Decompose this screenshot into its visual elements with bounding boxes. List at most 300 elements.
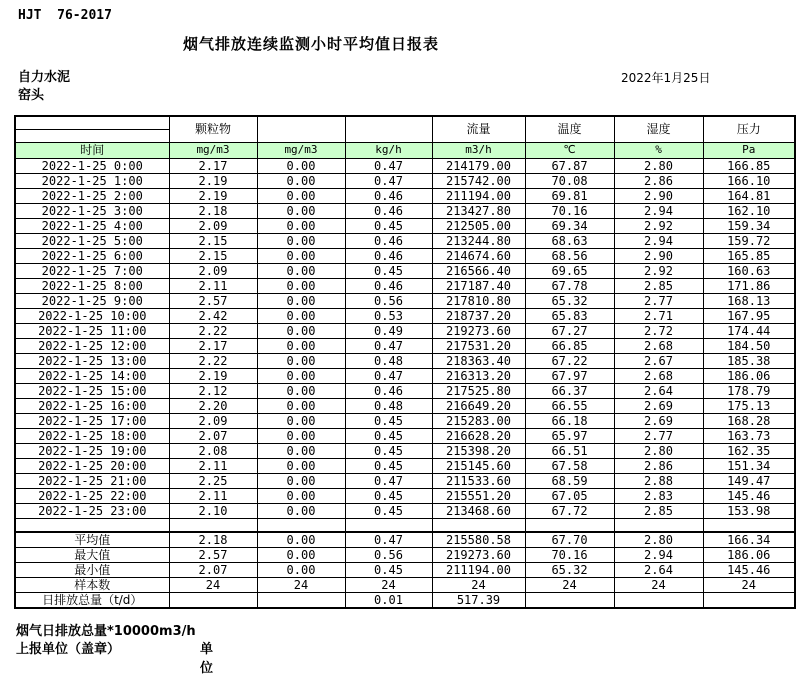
value-cell: 67.87 <box>525 158 614 173</box>
value-cell: 0.47 <box>345 158 432 173</box>
value-cell: 215551.20 <box>432 488 525 503</box>
value-cell: 65.97 <box>525 428 614 443</box>
value-cell: 213468.60 <box>432 503 525 518</box>
value-cell: 2.69 <box>614 413 703 428</box>
summary-value-cell: 2.94 <box>614 548 703 563</box>
summary-value-cell: 2.18 <box>169 532 257 548</box>
report-table <box>14 115 796 609</box>
value-cell: 2.85 <box>614 278 703 293</box>
unit-cell: mg/m3 <box>169 142 257 158</box>
summary-value-cell: 24 <box>703 578 795 593</box>
value-cell: 66.85 <box>525 338 614 353</box>
summary-value-cell: 67.70 <box>525 532 614 548</box>
value-cell: 67.05 <box>525 488 614 503</box>
value-cell: 2.09 <box>169 263 257 278</box>
value-cell: 185.38 <box>703 353 795 368</box>
table-row <box>15 173 795 188</box>
value-cell: 214674.60 <box>432 248 525 263</box>
value-cell: 2.92 <box>614 218 703 233</box>
value-cell: 66.18 <box>525 413 614 428</box>
value-cell: 219273.60 <box>432 323 525 338</box>
summary-value-cell: 24 <box>345 578 432 593</box>
summary-value-cell <box>703 593 795 609</box>
time-cell: 2022-1-25 15:00 <box>15 383 169 398</box>
summary-value-cell: 0.00 <box>257 563 345 578</box>
summary-label-cell: 样本数 <box>15 578 169 593</box>
table-row <box>15 443 795 458</box>
table-row <box>15 323 795 338</box>
summary-label-cell: 最大值 <box>15 548 169 563</box>
table-row <box>15 458 795 473</box>
table-row <box>15 503 795 518</box>
value-cell: 186.06 <box>703 368 795 383</box>
value-cell: 2.83 <box>614 488 703 503</box>
page-title: 烟气排放连续监测小时平均值日报表 <box>182 35 439 53</box>
summary-row <box>15 578 795 593</box>
value-cell: 175.13 <box>703 398 795 413</box>
value-cell: 2.77 <box>614 293 703 308</box>
value-cell: 0.00 <box>257 173 345 188</box>
value-cell: 68.59 <box>525 473 614 488</box>
value-cell: 215742.00 <box>432 173 525 188</box>
table-row <box>15 293 795 308</box>
time-cell: 2022-1-25 5:00 <box>15 233 169 248</box>
value-cell: 65.32 <box>525 293 614 308</box>
value-cell: 165.85 <box>703 248 795 263</box>
value-cell: 0.00 <box>257 473 345 488</box>
empty-cell <box>432 518 525 532</box>
summary-value-cell: 517.39 <box>432 593 525 609</box>
value-cell: 216628.20 <box>432 428 525 443</box>
table-row <box>15 218 795 233</box>
value-cell: 0.00 <box>257 458 345 473</box>
table-row <box>15 368 795 383</box>
value-cell: 2.11 <box>169 278 257 293</box>
value-cell: 166.10 <box>703 173 795 188</box>
value-cell: 2.90 <box>614 188 703 203</box>
value-cell: 0.47 <box>345 338 432 353</box>
table-row <box>15 488 795 503</box>
time-cell: 2022-1-25 21:00 <box>15 473 169 488</box>
value-cell: 0.47 <box>345 473 432 488</box>
value-cell: 2.86 <box>614 458 703 473</box>
summary-value-cell: 2.64 <box>614 563 703 578</box>
time-cell: 2022-1-25 13:00 <box>15 353 169 368</box>
value-cell: 162.35 <box>703 443 795 458</box>
value-cell: 2.19 <box>169 368 257 383</box>
time-cell: 2022-1-25 14:00 <box>15 368 169 383</box>
value-cell: 213427.80 <box>432 203 525 218</box>
value-cell: 0.00 <box>257 203 345 218</box>
summary-value-cell: 145.46 <box>703 563 795 578</box>
time-cell: 2022-1-25 22:00 <box>15 488 169 503</box>
value-cell: 164.81 <box>703 188 795 203</box>
value-cell: 2.18 <box>169 203 257 218</box>
value-cell: 145.46 <box>703 488 795 503</box>
value-cell: 66.55 <box>525 398 614 413</box>
value-cell: 2.85 <box>614 503 703 518</box>
value-cell: 2.17 <box>169 338 257 353</box>
value-cell: 153.98 <box>703 503 795 518</box>
summary-row <box>15 532 795 548</box>
value-cell: 0.00 <box>257 353 345 368</box>
value-cell: 0.46 <box>345 278 432 293</box>
table-row <box>15 263 795 278</box>
value-cell: 217187.40 <box>432 278 525 293</box>
time-cell: 2022-1-25 20:00 <box>15 458 169 473</box>
value-cell: 2.07 <box>169 428 257 443</box>
time-cell: 2022-1-25 8:00 <box>15 278 169 293</box>
value-cell: 69.34 <box>525 218 614 233</box>
value-cell: 0.46 <box>345 233 432 248</box>
unit-cell: kg/h <box>345 142 432 158</box>
value-cell: 0.00 <box>257 248 345 263</box>
summary-row <box>15 593 795 609</box>
group-header-cell: 颗粒物 <box>169 116 257 142</box>
value-cell: 0.47 <box>345 173 432 188</box>
value-cell: 0.45 <box>345 413 432 428</box>
summary-value-cell: 219273.60 <box>432 548 525 563</box>
value-cell: 217810.80 <box>432 293 525 308</box>
time-cell: 2022-1-25 19:00 <box>15 443 169 458</box>
value-cell: 67.72 <box>525 503 614 518</box>
value-cell: 0.45 <box>345 458 432 473</box>
summary-value-cell: 24 <box>525 578 614 593</box>
table-row <box>15 383 795 398</box>
empty-cell <box>345 518 432 532</box>
table-row <box>15 233 795 248</box>
value-cell: 0.00 <box>257 398 345 413</box>
time-cell: 2022-1-25 4:00 <box>15 218 169 233</box>
summary-value-cell: 211194.00 <box>432 563 525 578</box>
value-cell: 2.77 <box>614 428 703 443</box>
footer-signature-line <box>16 638 214 676</box>
value-cell: 2.72 <box>614 323 703 338</box>
table-row <box>15 248 795 263</box>
empty-cell <box>169 518 257 532</box>
unit-cell: ℃ <box>525 142 614 158</box>
unit-cell: mg/m3 <box>257 142 345 158</box>
value-cell: 0.48 <box>345 398 432 413</box>
value-cell: 0.49 <box>345 323 432 338</box>
summary-value-cell: 24 <box>432 578 525 593</box>
value-cell: 212505.00 <box>432 218 525 233</box>
summary-value-cell: 0.00 <box>257 532 345 548</box>
time-cell: 2022-1-25 2:00 <box>15 188 169 203</box>
time-cell: 2022-1-25 0:00 <box>15 158 169 173</box>
time-header-bottom-cell <box>15 129 169 142</box>
value-cell: 2.15 <box>169 248 257 263</box>
value-cell: 214179.00 <box>432 158 525 173</box>
unit-label: 单位 <box>200 642 214 676</box>
value-cell: 2.09 <box>169 218 257 233</box>
value-cell: 0.00 <box>257 308 345 323</box>
report-date: 2022年1月25日 <box>621 71 711 85</box>
value-cell: 2.68 <box>614 338 703 353</box>
value-cell: 2.09 <box>169 413 257 428</box>
summary-value-cell: 0.01 <box>345 593 432 609</box>
value-cell: 0.00 <box>257 368 345 383</box>
value-cell: 2.68 <box>614 368 703 383</box>
summary-value-cell: 0.45 <box>345 563 432 578</box>
summary-value-cell: 2.80 <box>614 532 703 548</box>
value-cell: 0.00 <box>257 338 345 353</box>
time-cell: 2022-1-25 9:00 <box>15 293 169 308</box>
summary-value-cell: 65.32 <box>525 563 614 578</box>
group-header-cell: 湿度 <box>614 116 703 142</box>
table-row <box>15 353 795 368</box>
table-row <box>15 428 795 443</box>
value-cell: 211194.00 <box>432 188 525 203</box>
value-cell: 2.69 <box>614 398 703 413</box>
value-cell: 66.37 <box>525 383 614 398</box>
unit-cell: Pa <box>703 142 795 158</box>
time-cell: 2022-1-25 11:00 <box>15 323 169 338</box>
value-cell: 217525.80 <box>432 383 525 398</box>
units-row <box>15 142 795 158</box>
summary-value-cell: 2.07 <box>169 563 257 578</box>
value-cell: 0.00 <box>257 383 345 398</box>
table-row <box>15 188 795 203</box>
table-row <box>15 473 795 488</box>
value-cell: 0.00 <box>257 428 345 443</box>
value-cell: 2.20 <box>169 398 257 413</box>
table-row <box>15 338 795 353</box>
value-cell: 69.65 <box>525 263 614 278</box>
value-cell: 0.46 <box>345 248 432 263</box>
time-cell: 2022-1-25 18:00 <box>15 428 169 443</box>
value-cell: 0.00 <box>257 488 345 503</box>
value-cell: 0.56 <box>345 293 432 308</box>
value-cell: 2.94 <box>614 233 703 248</box>
summary-row <box>15 548 795 563</box>
summary-value-cell: 215580.58 <box>432 532 525 548</box>
table-row <box>15 308 795 323</box>
value-cell: 0.46 <box>345 383 432 398</box>
value-cell: 67.58 <box>525 458 614 473</box>
value-cell: 2.57 <box>169 293 257 308</box>
value-cell: 2.92 <box>614 263 703 278</box>
value-cell: 0.53 <box>345 308 432 323</box>
summary-label-cell: 平均值 <box>15 532 169 548</box>
table-row <box>15 278 795 293</box>
summary-value-cell <box>614 593 703 609</box>
value-cell: 149.47 <box>703 473 795 488</box>
time-column-header: 时间 <box>15 142 169 158</box>
time-cell: 2022-1-25 3:00 <box>15 203 169 218</box>
value-cell: 2.19 <box>169 173 257 188</box>
value-cell: 2.10 <box>169 503 257 518</box>
table-row <box>15 203 795 218</box>
value-cell: 69.81 <box>525 188 614 203</box>
value-cell: 160.63 <box>703 263 795 278</box>
value-cell: 2.08 <box>169 443 257 458</box>
value-cell: 0.00 <box>257 233 345 248</box>
value-cell: 0.00 <box>257 218 345 233</box>
time-cell: 2022-1-25 16:00 <box>15 398 169 413</box>
table-row <box>15 413 795 428</box>
summary-value-cell: 24 <box>614 578 703 593</box>
value-cell: 2.94 <box>614 203 703 218</box>
value-cell: 213244.80 <box>432 233 525 248</box>
value-cell: 2.90 <box>614 248 703 263</box>
value-cell: 2.11 <box>169 458 257 473</box>
report-table-body <box>15 116 795 608</box>
value-cell: 0.46 <box>345 203 432 218</box>
value-cell: 65.83 <box>525 308 614 323</box>
value-cell: 162.10 <box>703 203 795 218</box>
value-cell: 151.34 <box>703 458 795 473</box>
value-cell: 216649.20 <box>432 398 525 413</box>
value-cell: 2.71 <box>614 308 703 323</box>
value-cell: 0.47 <box>345 368 432 383</box>
summary-label-cell: 日排放总量（t/d） <box>15 593 169 609</box>
group-header-cell <box>345 116 432 142</box>
value-cell: 2.67 <box>614 353 703 368</box>
group-header-cell: 温度 <box>525 116 614 142</box>
summary-value-cell: 0.56 <box>345 548 432 563</box>
company-name: 自力水泥 <box>18 70 71 85</box>
summary-value-cell: 70.16 <box>525 548 614 563</box>
time-cell: 2022-1-25 23:00 <box>15 503 169 518</box>
summary-value-cell: 24 <box>257 578 345 593</box>
value-cell: 171.86 <box>703 278 795 293</box>
value-cell: 2.19 <box>169 188 257 203</box>
value-cell: 167.95 <box>703 308 795 323</box>
value-cell: 0.45 <box>345 503 432 518</box>
summary-row <box>15 563 795 578</box>
value-cell: 2.22 <box>169 323 257 338</box>
value-cell: 2.80 <box>614 158 703 173</box>
value-cell: 0.45 <box>345 263 432 278</box>
time-cell: 2022-1-25 12:00 <box>15 338 169 353</box>
time-cell: 2022-1-25 6:00 <box>15 248 169 263</box>
time-header-top-cell <box>15 116 169 129</box>
value-cell: 70.16 <box>525 203 614 218</box>
value-cell: 215283.00 <box>432 413 525 428</box>
unit-cell: % <box>614 142 703 158</box>
value-cell: 67.22 <box>525 353 614 368</box>
value-cell: 0.00 <box>257 293 345 308</box>
summary-value-cell: 0.00 <box>257 548 345 563</box>
value-cell: 168.28 <box>703 413 795 428</box>
value-cell: 216313.20 <box>432 368 525 383</box>
value-cell: 0.45 <box>345 488 432 503</box>
value-cell: 0.00 <box>257 278 345 293</box>
value-cell: 2.64 <box>614 383 703 398</box>
value-cell: 2.25 <box>169 473 257 488</box>
value-cell: 0.00 <box>257 188 345 203</box>
value-cell: 68.63 <box>525 233 614 248</box>
value-cell: 184.50 <box>703 338 795 353</box>
value-cell: 67.78 <box>525 278 614 293</box>
value-cell: 0.48 <box>345 353 432 368</box>
time-cell: 2022-1-25 7:00 <box>15 263 169 278</box>
summary-value-cell <box>257 593 345 609</box>
summary-value-cell: 0.47 <box>345 532 432 548</box>
summary-value-cell: 166.34 <box>703 532 795 548</box>
value-cell: 159.34 <box>703 218 795 233</box>
value-cell: 2.86 <box>614 173 703 188</box>
time-cell: 2022-1-25 10:00 <box>15 308 169 323</box>
empty-cell <box>703 518 795 532</box>
value-cell: 2.12 <box>169 383 257 398</box>
summary-value-cell: 24 <box>169 578 257 593</box>
value-cell: 168.13 <box>703 293 795 308</box>
value-cell: 174.44 <box>703 323 795 338</box>
summary-value-cell: 186.06 <box>703 548 795 563</box>
value-cell: 0.00 <box>257 263 345 278</box>
value-cell: 2.42 <box>169 308 257 323</box>
spacer-row <box>15 518 795 532</box>
value-cell: 216566.40 <box>432 263 525 278</box>
empty-cell <box>15 518 169 532</box>
value-cell: 2.88 <box>614 473 703 488</box>
report-unit-label: 上报单位（盖章） <box>16 642 121 657</box>
value-cell: 218737.20 <box>432 308 525 323</box>
value-cell: 178.79 <box>703 383 795 398</box>
value-cell: 0.45 <box>345 218 432 233</box>
value-cell: 0.00 <box>257 413 345 428</box>
standard-code: HJT 76-2017 <box>18 8 112 23</box>
value-cell: 68.56 <box>525 248 614 263</box>
table-row <box>15 398 795 413</box>
value-cell: 211533.60 <box>432 473 525 488</box>
value-cell: 215398.20 <box>432 443 525 458</box>
value-cell: 2.22 <box>169 353 257 368</box>
group-header-cell: 压力 <box>703 116 795 142</box>
value-cell: 0.45 <box>345 428 432 443</box>
value-cell: 2.17 <box>169 158 257 173</box>
value-cell: 66.51 <box>525 443 614 458</box>
value-cell: 0.45 <box>345 443 432 458</box>
summary-value-cell: 2.57 <box>169 548 257 563</box>
value-cell: 0.00 <box>257 158 345 173</box>
empty-cell <box>525 518 614 532</box>
group-header-row <box>15 116 795 129</box>
value-cell: 67.27 <box>525 323 614 338</box>
value-cell: 218363.40 <box>432 353 525 368</box>
value-cell: 166.85 <box>703 158 795 173</box>
value-cell: 159.72 <box>703 233 795 248</box>
empty-cell <box>257 518 345 532</box>
table-row <box>15 158 795 173</box>
footer-note: 烟气日排放总量*10000m3/h <box>16 624 196 639</box>
value-cell: 0.00 <box>257 323 345 338</box>
summary-label-cell: 最小值 <box>15 563 169 578</box>
value-cell: 2.15 <box>169 233 257 248</box>
value-cell: 0.00 <box>257 443 345 458</box>
summary-value-cell <box>525 593 614 609</box>
value-cell: 0.46 <box>345 188 432 203</box>
value-cell: 70.08 <box>525 173 614 188</box>
station-name: 窑头 <box>18 88 45 103</box>
time-cell: 2022-1-25 1:00 <box>15 173 169 188</box>
value-cell: 2.80 <box>614 443 703 458</box>
value-cell: 217531.20 <box>432 338 525 353</box>
value-cell: 0.00 <box>257 503 345 518</box>
empty-cell <box>614 518 703 532</box>
value-cell: 215145.60 <box>432 458 525 473</box>
value-cell: 2.11 <box>169 488 257 503</box>
time-cell: 2022-1-25 17:00 <box>15 413 169 428</box>
group-header-cell: 流量 <box>432 116 525 142</box>
value-cell: 67.97 <box>525 368 614 383</box>
value-cell: 163.73 <box>703 428 795 443</box>
summary-value-cell <box>169 593 257 609</box>
group-header-cell <box>257 116 345 142</box>
unit-cell: m3/h <box>432 142 525 158</box>
